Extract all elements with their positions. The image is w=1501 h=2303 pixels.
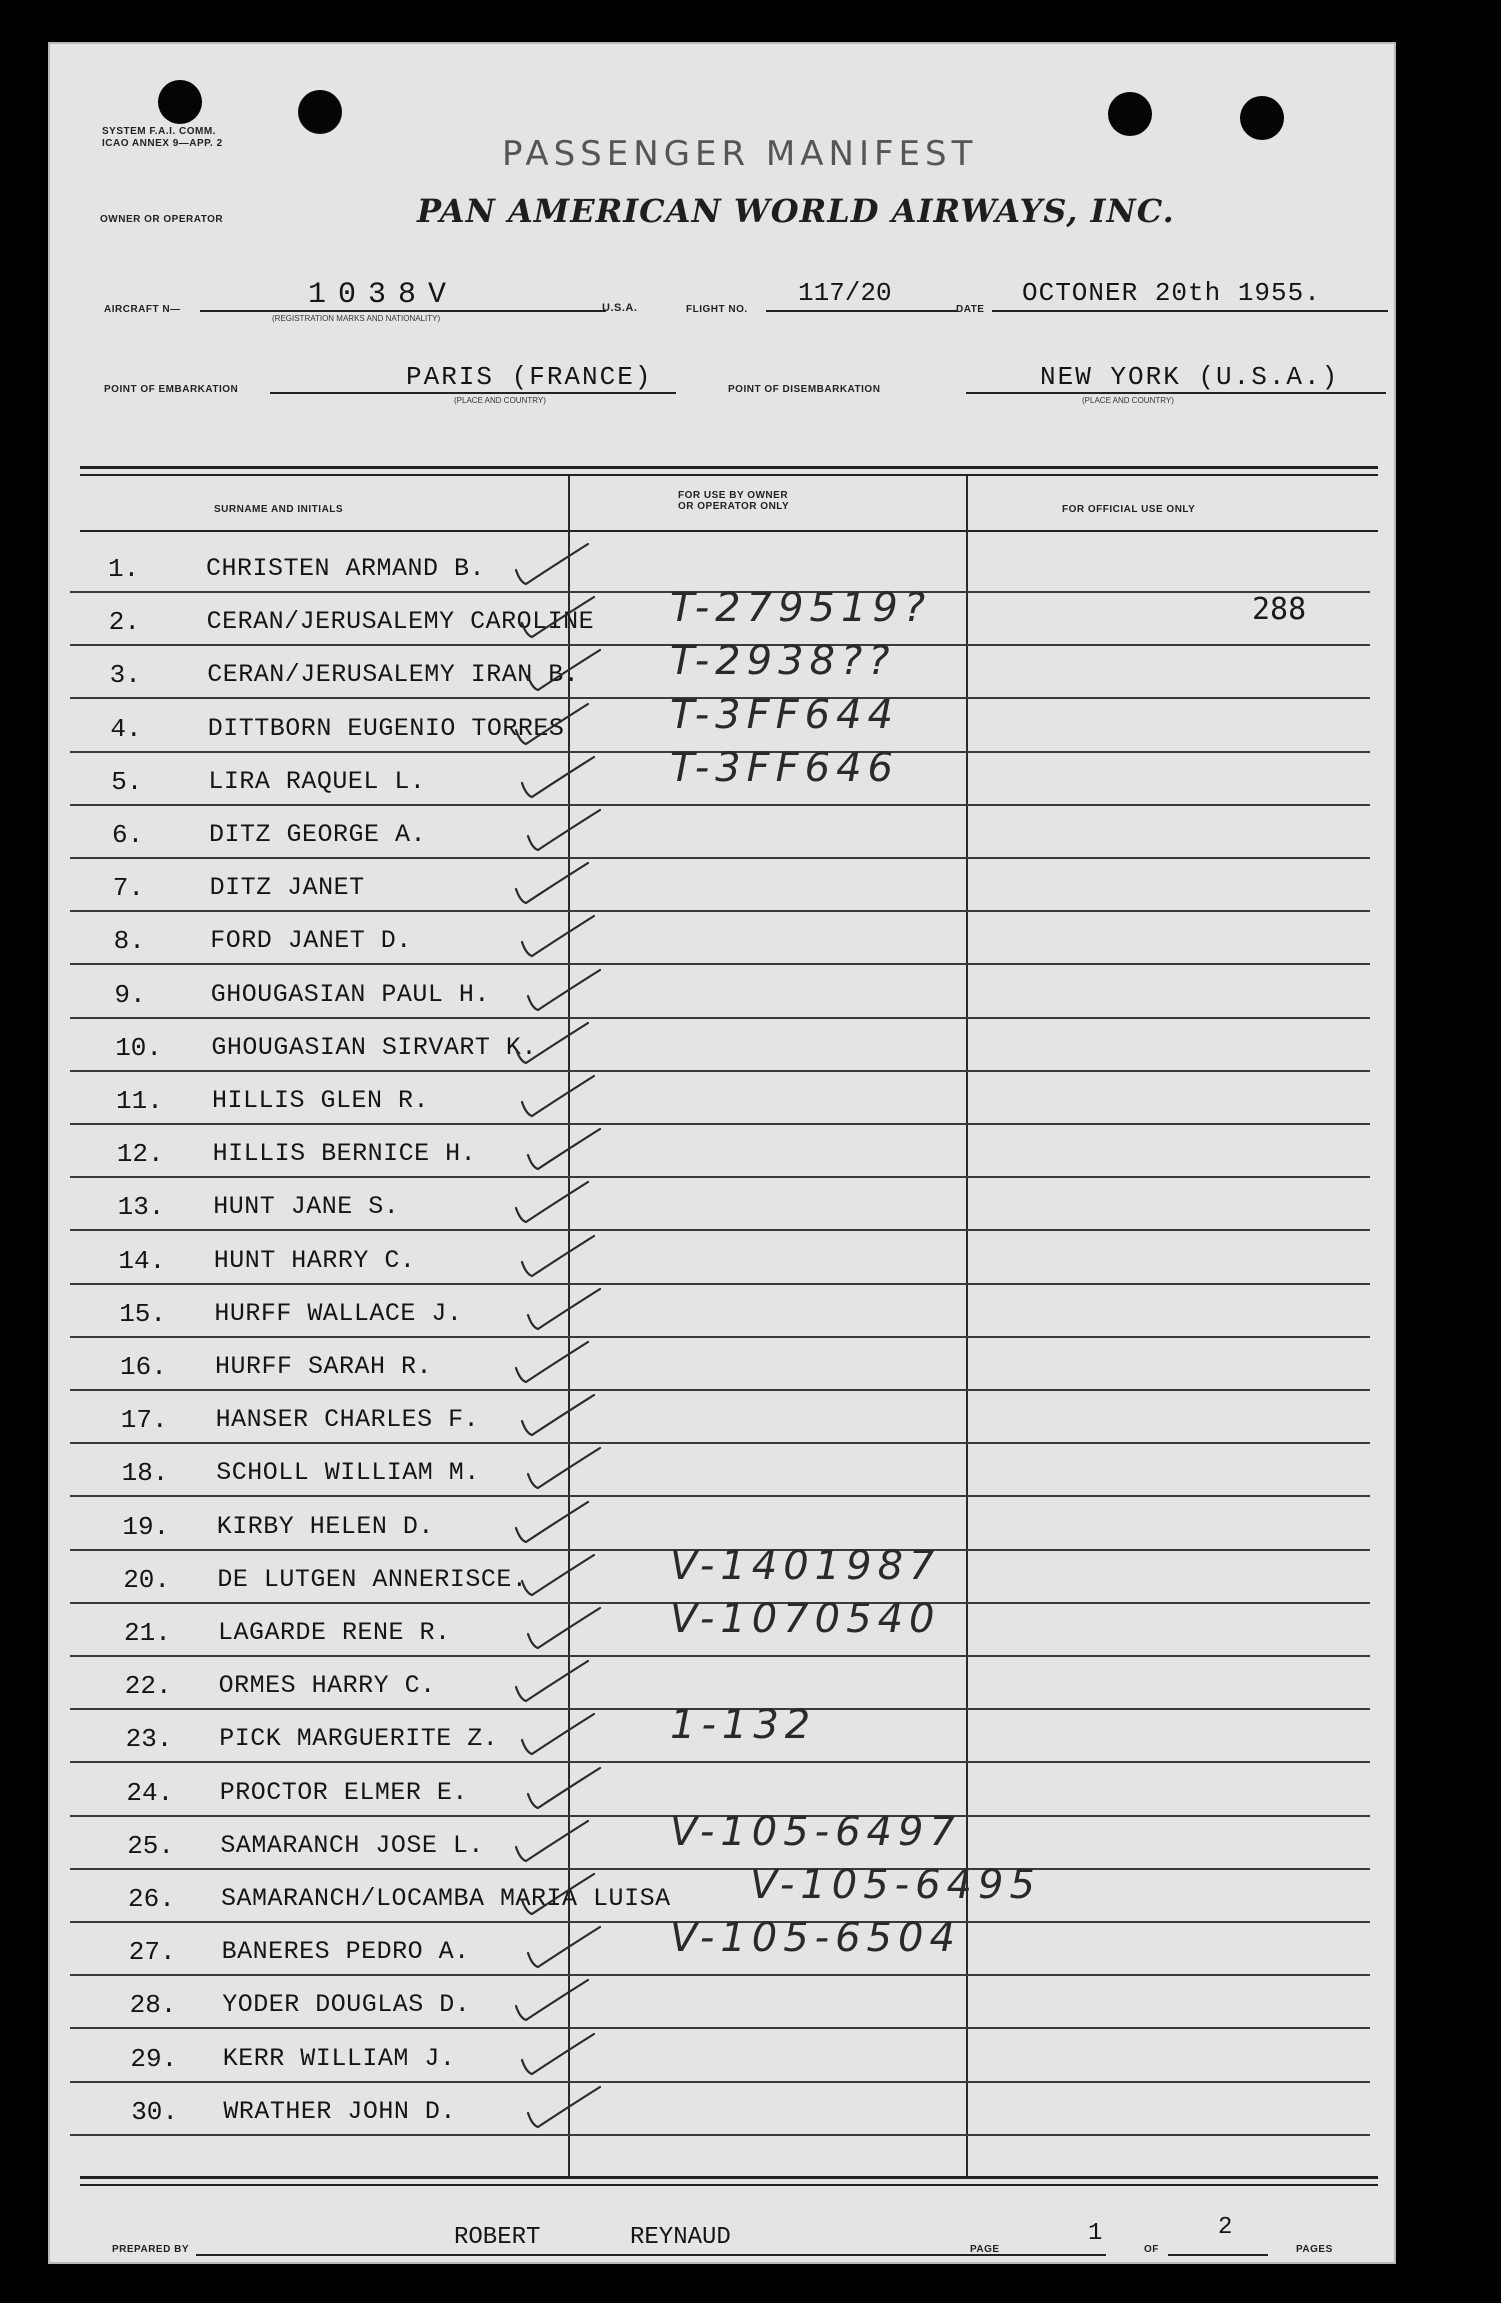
passenger-number: 15. [119,1298,166,1329]
of-label: OF [1144,2244,1159,2255]
passenger-name: DITZ GEORGE A. [209,820,427,849]
disembark-label: POINT OF DISEMBARKATION [728,384,881,395]
check-mark-icon [516,906,596,958]
col-owner-header [678,490,789,512]
ticket-note: V-1401987 [670,1542,941,1589]
check-mark-icon [516,587,596,639]
owner-label: OWNER OR OPERATOR [100,214,224,225]
airline-name: PAN AMERICAN WORLD AIRWAYS, INC. [417,192,1175,230]
table-row [70,1072,1370,1125]
date-label: DATE [956,304,985,315]
table-row [70,1285,1370,1338]
check-mark-icon [516,1704,596,1756]
pages-total: 2 [1218,2214,1233,2241]
check-mark-icon [522,960,602,1012]
disembark-value: NEW YORK (U.S.A.) [1040,362,1340,392]
passenger-number: 5. [111,766,143,797]
prepared-first-name: ROBERT [454,2224,541,2251]
check-mark-icon [516,2024,596,2076]
passenger-number: 8. [113,926,145,957]
table-row [70,912,1370,965]
check-mark-icon [516,1066,596,1118]
col-official-header: FOR OFFICIAL USE ONLY [1062,504,1196,515]
passenger-number: 2. [108,607,141,638]
passenger-name: HILLIS GLEN R. [212,1086,430,1115]
passenger-number: 30. [131,2096,178,2127]
table-row [70,1178,1370,1231]
check-mark-icon [522,640,602,692]
table-row [70,2030,1370,2083]
col-surname-header: SURNAME AND INITIALS [214,504,344,515]
table-row [70,1232,1370,1285]
check-mark-icon [522,1438,602,1490]
passenger-name: SAMARANCH JOSE L. [220,1830,484,1860]
passenger-number: 13. [117,1192,165,1223]
ticket-note: T-279519? [670,585,932,632]
row-rule [70,2134,1370,2136]
passenger-name: PROCTOR ELMER E. [219,1777,468,1807]
passenger-number: 19. [122,1511,170,1542]
passenger-name: DITTBORN EUGENIO TORRES [207,713,565,743]
passenger-number: 1. [108,554,140,584]
passenger-number: 28. [129,1990,177,2021]
passenger-name: YODER DOUGLAS D. [222,1990,471,2020]
passenger-name: HANSER CHARLES F. [215,1405,480,1435]
passenger-name: CERAN/JERUSALEMY CAROLINE [206,607,595,637]
table-row [70,806,1370,859]
passenger-name: HILLIS BERNICE H. [212,1139,477,1169]
passenger-name: SAMARANCH/LOCAMBA MARIA LUISA [221,1884,671,1913]
check-mark-icon [516,1385,596,1437]
check-mark-icon [510,1013,590,1065]
passenger-name: HURFF SARAH R. [215,1352,433,1381]
ticket-note: T-2938?? [670,638,896,685]
table-row [70,2083,1370,2136]
check-mark-icon [516,1545,596,1597]
passenger-name: LAGARDE RENE R. [218,1618,451,1647]
ticket-note: V-105-6504 [670,1915,961,1962]
passenger-number: 23. [125,1724,173,1755]
embark-sublabel: (PLACE AND COUNTRY) [454,396,546,405]
table-row [70,1338,1370,1391]
punch-hole-icon [1240,96,1284,140]
passenger-number: 20. [123,1564,170,1595]
punch-hole-icon [1108,92,1152,136]
page-number: 1 [1088,2220,1103,2247]
check-mark-icon [510,534,590,586]
passenger-number: 11. [116,1086,163,1116]
official-note: 288 [1252,592,1307,627]
table-row [70,1596,1370,1657]
aircraft-sublabel: (REGISTRATION MARKS AND NATIONALITY) [272,314,441,323]
system-ref-line-1: SYSTEM F.A.I. COMM. [102,126,216,137]
table-row [70,1125,1370,1178]
check-mark-icon [510,1492,590,1544]
col-owner-header-line-2: OR OPERATOR ONLY [678,501,790,512]
check-mark-icon [522,1917,602,1969]
table-row [70,859,1370,912]
check-mark-icon [522,1279,602,1331]
disembark-sublabel: (PLACE AND COUNTRY) [1082,396,1174,405]
passenger-name: LIRA RAQUEL L. [208,766,426,796]
page-label: PAGE [970,2244,1000,2255]
check-mark-icon [522,1119,602,1171]
flight-date: OCTONER 20th 1955. [1022,278,1321,308]
table-row [70,1444,1370,1497]
prepared-last-name: REYNAUD [630,2224,731,2251]
passenger-name: HURFF WALLACE J. [214,1298,463,1328]
passenger-name: CHRISTEN ARMAND B. [206,554,486,583]
table-row [70,744,1370,806]
passenger-number: 21. [124,1618,171,1648]
check-mark-icon [522,800,602,852]
passenger-name: DE LUTGEN ANNERISCE. [217,1564,528,1594]
ticket-note: V-105-6495 [750,1862,1041,1908]
punch-hole-icon [158,80,202,124]
passenger-number: 27. [128,1937,176,1968]
check-mark-icon [510,1811,590,1863]
passenger-name: KIRBY HELEN D. [216,1511,434,1541]
check-mark-icon [510,1332,590,1384]
check-mark-icon [510,694,590,746]
passenger-number: 3. [109,660,141,691]
passenger-name: WRATHER JOHN D. [223,2096,456,2126]
page-title: PASSENGER MANIFEST [502,134,978,174]
check-mark-icon [510,853,590,905]
ticket-note: 1-132 [670,1702,817,1749]
ticket-note: T-3FF644 [670,691,899,738]
check-mark-icon [522,2077,602,2129]
passenger-name: HUNT HARRY C. [213,1245,416,1275]
passenger-name: SCHOLL WILLIAM M. [216,1458,480,1488]
embark-label: POINT OF EMBARKATION [104,384,239,395]
check-mark-icon [510,1651,590,1703]
pages-label: PAGES [1296,2244,1333,2255]
col-owner-header-line-1: FOR USE BY OWNER [678,490,789,501]
embark-value: PARIS (FRANCE) [406,362,653,392]
check-mark-icon [516,747,596,799]
passenger-number: 29. [130,2043,178,2074]
passenger-number: 14. [118,1245,166,1276]
passenger-number: 16. [120,1352,167,1382]
system-ref [102,126,223,150]
passenger-name: HUNT JANE S. [213,1192,400,1222]
passenger-number: 6. [112,820,144,850]
passenger-number: 12. [116,1139,164,1170]
check-mark-icon [510,1172,590,1224]
check-mark-icon [516,1864,596,1916]
passenger-name: GHOUGASIAN PAUL H. [210,979,490,1009]
passenger-name: FORD JANET D. [210,926,412,956]
passenger-number: 4. [110,713,142,744]
passenger-name: ORMES HARRY C. [218,1671,436,1701]
passenger-number: 18. [121,1458,169,1489]
flight-number: 117/20 [798,278,892,308]
passenger-name: DITZ JANET [209,873,365,903]
passenger-name: GHOUGASIAN SIRVART K. [211,1032,537,1062]
table-row [70,1915,1370,1976]
check-mark-icon [522,1598,602,1650]
passenger-number: 10. [115,1032,162,1063]
table-row [70,1808,1370,1870]
ticket-note: T-3FF646 [670,744,899,791]
table-row [70,966,1370,1019]
passenger-number: 9. [114,979,146,1010]
system-ref-line-2: ICAO ANNEX 9—APP. 2 [102,138,223,149]
aircraft-label: AIRCRAFT N— [104,304,181,315]
passenger-name: KERR WILLIAM J. [222,2043,456,2073]
table-row [70,1702,1370,1763]
prepared-label: PREPARED BY [112,2244,189,2255]
passenger-name: BANERES PEDRO A. [221,1937,470,1967]
check-mark-icon [522,1758,602,1810]
passenger-number: 24. [126,1777,174,1808]
ticket-note: V-1070540 [670,1596,941,1642]
check-mark-icon [510,1970,590,2022]
table-row [70,1391,1370,1444]
passenger-number: 17. [120,1405,168,1436]
passenger-number: 25. [127,1830,174,1861]
passenger-number: 22. [124,1671,172,1702]
ticket-note: V-105-6497 [670,1808,961,1855]
passenger-number: 7. [112,873,145,904]
table-row [70,1976,1370,2029]
flight-label: FLIGHT NO. [686,304,748,315]
aircraft-number: 1038V [308,278,459,312]
check-mark-icon [516,1226,596,1278]
usa-label: U.S.A. [602,302,638,314]
passenger-name: PICK MARGUERITE Z. [219,1724,499,1754]
passenger-name: CERAN/JERUSALEMY IRAN B. [207,660,580,690]
table-row [70,1019,1370,1072]
passenger-number: 26. [128,1884,175,1914]
punch-hole-icon [298,90,342,134]
